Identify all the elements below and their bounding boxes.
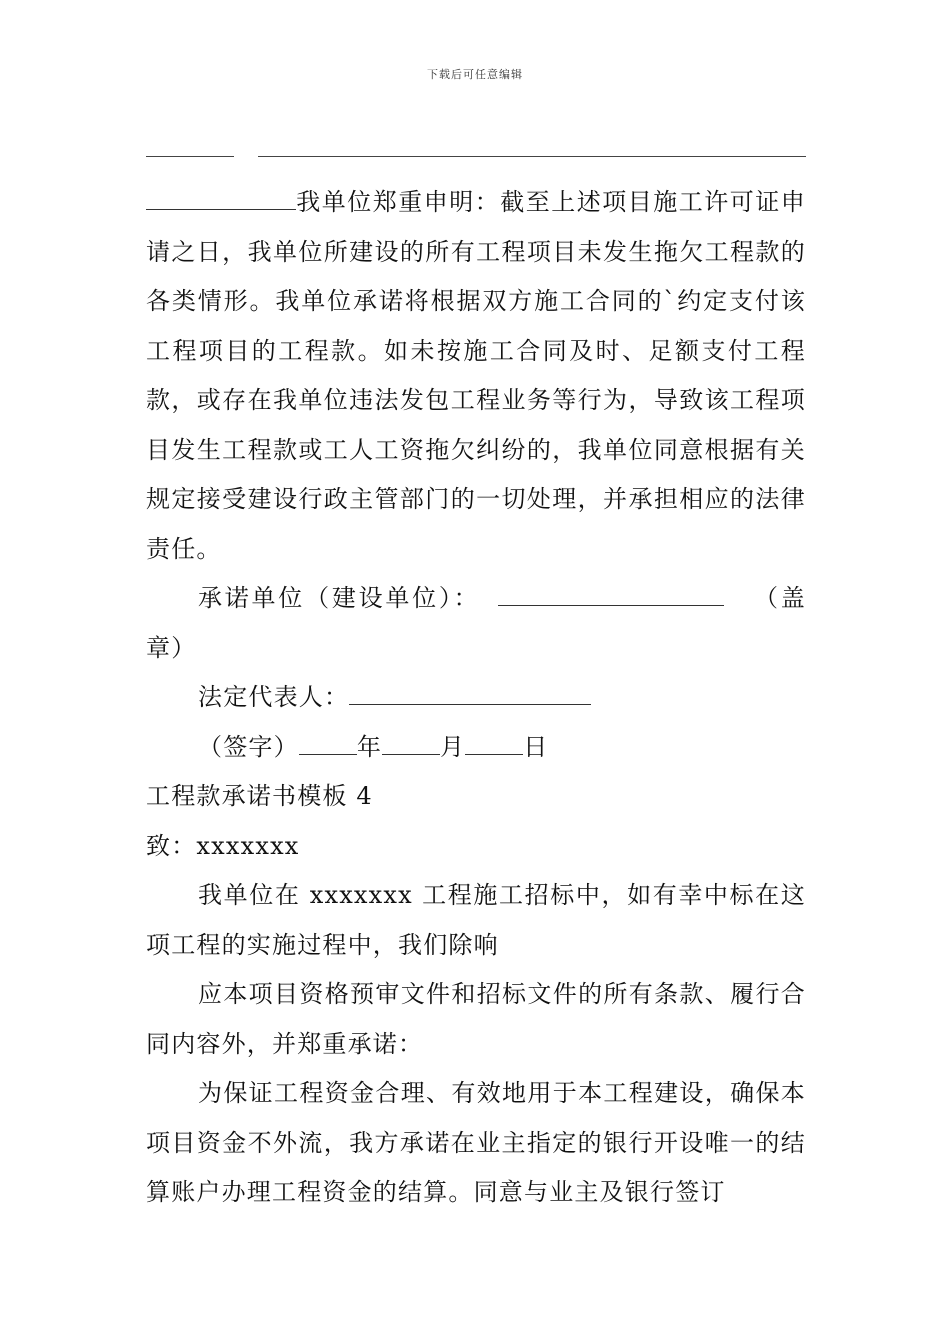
- underline-rule: [146, 156, 234, 157]
- promisor-label: 承诺单位（建设单位）：: [198, 584, 481, 612]
- legal-rep-blank: [349, 682, 591, 705]
- underline-rule: [258, 156, 806, 157]
- commitment-paragraph: 应本项目资格预审文件和招标文件的所有条款、履行合同内容外，并郑重承诺：: [146, 980, 806, 1058]
- legal-rep-label: 法定代表人：: [198, 683, 350, 711]
- promisor-line: [146, 574, 806, 673]
- legal-rep-line: [146, 673, 806, 723]
- promisor-blank: [498, 583, 724, 606]
- seal-label: （盖章）: [146, 584, 806, 662]
- fill-blank: [146, 187, 296, 210]
- signature-date-line: [146, 723, 806, 773]
- section-title: 工程款承诺书模板 4: [146, 782, 373, 810]
- addressee-line: 致：xxxxxxx: [146, 831, 300, 860]
- declaration-text: 我单位郑重申明：截至上述项目施工许可证申请之日，我单位所建设的所有工程项目未发生拖欠工程款的各类情形。我单位承诺将根据双方施工合同的`约定支付该工程项目的工程款。如未按施工合同及时、足额支付工程款，或存在我单位违法发包工程业务等行为，导致该工程项目发生工程款或工人工资拖欠纠纷的，我单位同意根据有关规定接受建设行政主管部门的一切处理，并承担相应的法律责任。: [146, 188, 806, 563]
- month-label: 月: [440, 732, 466, 761]
- day-blank: [465, 732, 523, 755]
- day-label: 日: [523, 732, 549, 761]
- month-blank: [382, 732, 440, 755]
- commitment-paragraph: 我单位在 xxxxxxx 工程施工招标中，如有幸中标在这项工程的实施过程中，我们除响: [146, 881, 806, 959]
- document-body: [146, 178, 806, 1218]
- year-label: 年: [356, 732, 383, 761]
- sign-label: （签字）: [198, 732, 299, 761]
- header-note: 下载后可任意编辑: [427, 68, 523, 81]
- year-blank: [299, 732, 357, 755]
- commitment-paragraph: 为保证工程资金合理、有效地用于本工程建设，确保本项目资金不外流，我方承诺在业主指定的银行开设唯一的结算账户办理工程资金的结算。同意与业主及银行签订: [146, 1079, 806, 1206]
- declaration-paragraph: [146, 178, 806, 574]
